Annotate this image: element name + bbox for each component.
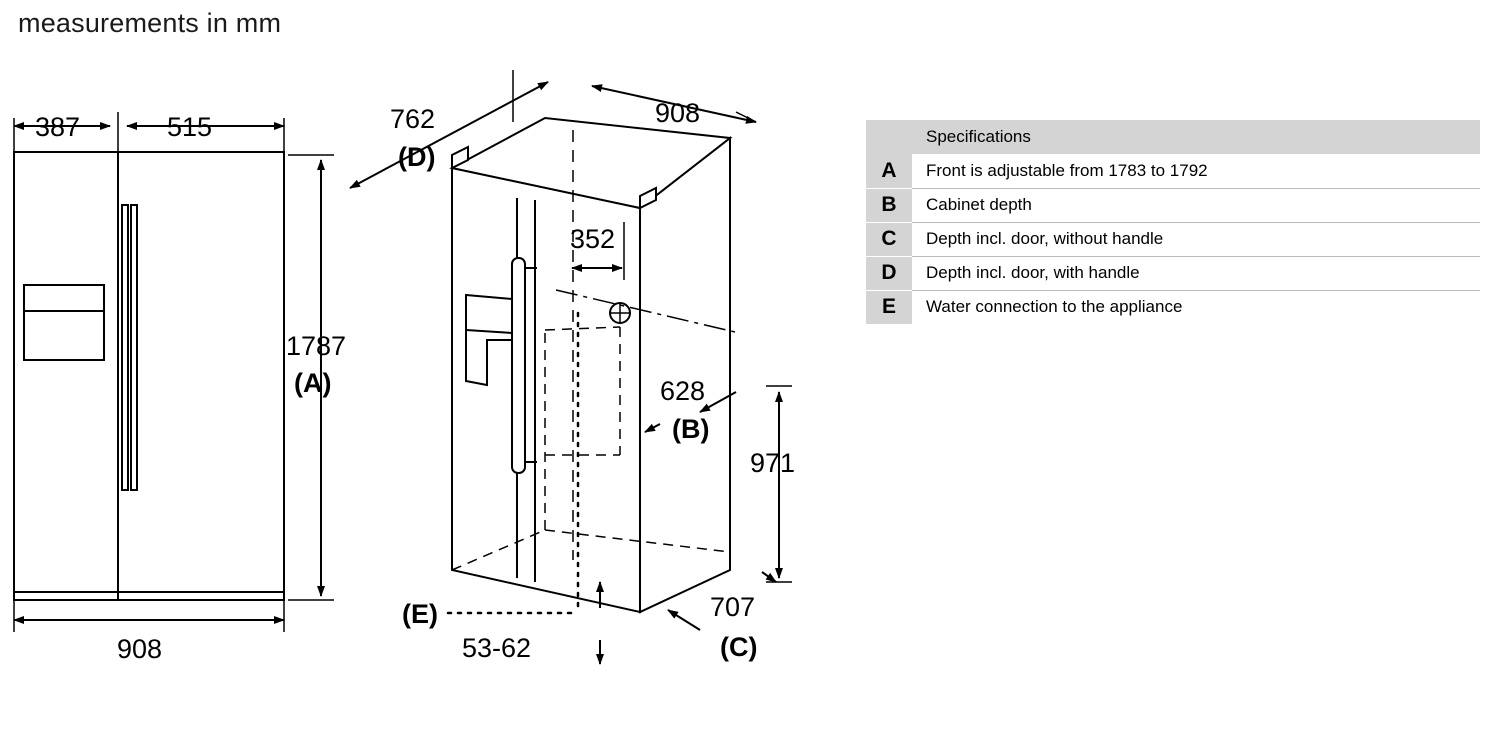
front-total-width-label: 908 xyxy=(117,634,163,664)
spec-text-d: Depth incl. door, with handle xyxy=(912,256,1480,290)
spec-key-d: D xyxy=(866,256,912,290)
spec-text-b: Cabinet depth xyxy=(912,188,1480,222)
front-left-panel-width-label: 387 xyxy=(35,112,81,142)
base-clearance-label: 53-62 xyxy=(462,633,532,663)
depth-without-handle-label: 707 xyxy=(710,592,756,622)
spec-key-b: B xyxy=(866,188,912,222)
spec-header-key xyxy=(866,120,912,154)
table-row xyxy=(866,154,1480,188)
front-view-group xyxy=(14,112,346,664)
water-connection-ref-label: (E) xyxy=(402,599,438,629)
front-height-label: 1787 xyxy=(286,331,347,361)
table-row xyxy=(866,222,1480,256)
top-width-label: 908 xyxy=(655,98,701,128)
spec-text-e: Water connection to the appliance xyxy=(926,297,1183,317)
specifications-table xyxy=(866,120,1480,325)
table-row xyxy=(866,188,1480,222)
spec-key-a: A xyxy=(866,154,912,188)
cabinet-depth-ref-label: (B) xyxy=(672,414,710,444)
table-row xyxy=(866,290,1480,324)
depth-without-handle-ref-label: (C) xyxy=(720,632,758,662)
table-header-row xyxy=(866,120,1480,154)
spec-text-c: Depth incl. door, without handle xyxy=(912,222,1480,256)
spec-header-label: Specifications xyxy=(912,120,1480,154)
front-right-panel-width-label: 515 xyxy=(167,112,213,142)
table-row xyxy=(866,256,1480,290)
spec-key-c: C xyxy=(866,222,912,256)
cabinet-depth-label: 628 xyxy=(660,376,706,406)
depth-with-handle-ref-label: (D) xyxy=(398,142,436,172)
connection-height-label: 971 xyxy=(750,448,796,478)
front-height-ref-label: (A) xyxy=(294,368,332,398)
spec-text-a: Front is adjustable from 1783 to 1792 xyxy=(912,154,1480,188)
perspective-view-group xyxy=(350,70,795,664)
depth-with-handle-label: 762 xyxy=(390,104,436,134)
water-offset-label: 352 xyxy=(570,224,616,254)
spec-key-e: E xyxy=(866,290,912,324)
diagram-caption: measurements in mm xyxy=(18,8,282,38)
